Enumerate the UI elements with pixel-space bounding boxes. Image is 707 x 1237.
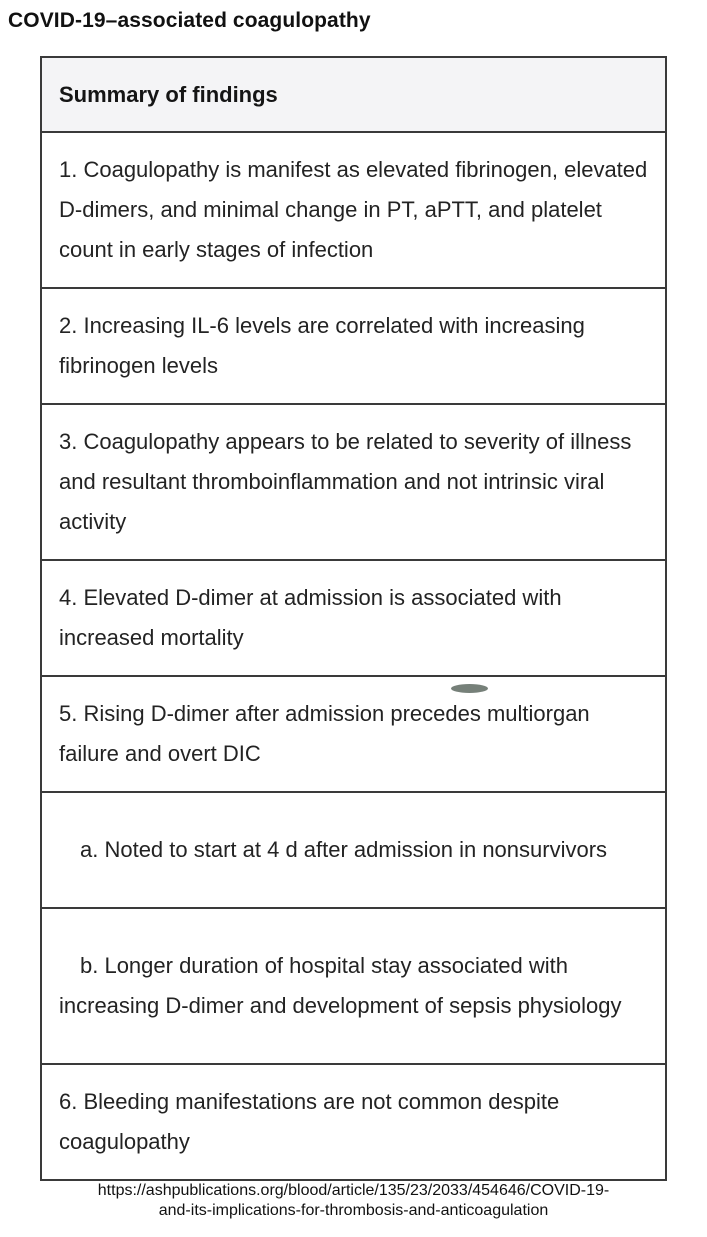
table-row [41,676,666,792]
finding-5b: b. Longer duration of hospital stay associated with increasing D-dimer and development of sepsis physiology [59,953,622,1018]
finding-1: 1. Coagulopathy is manifest as elevated fibrinogen, elevated D-dimers, and minimal change in PT, aPTT, and platelet count in early stages of infection [41,132,666,288]
finding-4: 4. Elevated D-dimer at admission is associated with increased mortality [41,560,666,676]
table-row [41,404,666,560]
finding-6: 6. Bleeding manifestations are not common despite coagulopathy [41,1064,666,1180]
source-citation [0,1181,707,1221]
finding-5b-cell [41,908,666,1064]
table-row [41,560,666,676]
findings-table [40,56,667,1181]
table-header-row [41,57,666,132]
source-url-line-2: and-its-implications-for-thrombosis-and-anticoagulation [158,1202,549,1219]
finding-5a: a. Noted to start at 4 d after admission in nonsurvivors [80,837,608,862]
ink-smudge [451,684,488,693]
finding-5a-cell [41,792,666,908]
source-url-line-1: https://ashpublications.org/blood/article/135/23/2033/454646/COVID-19- [97,1182,610,1199]
table-row [41,792,666,908]
page-title: COVID-19–associated coagulopathy [8,9,371,32]
table-row [41,1064,666,1180]
table-row [41,288,666,404]
finding-3: 3. Coagulopathy appears to be related to severity of illness and resultant thromboinflammation and not intrinsic viral activity [41,404,666,560]
table-header-cell: Summary of findings [41,57,666,132]
table-row [41,132,666,288]
finding-5: 5. Rising D-dimer after admission precedes multiorgan failure and overt DIC [41,676,666,792]
finding-2: 2. Increasing IL-6 levels are correlated with increasing fibrinogen levels [41,288,666,404]
table-row [41,908,666,1064]
